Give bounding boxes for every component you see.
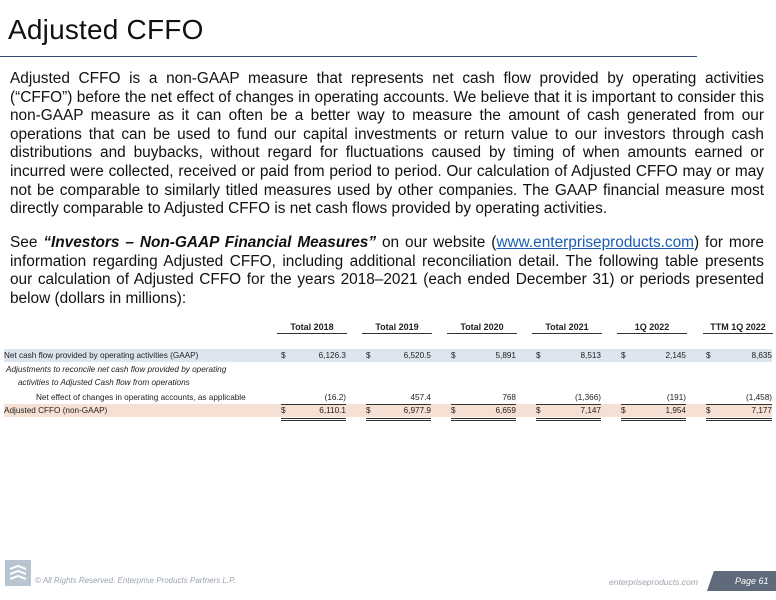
column-header: Total 2020 <box>447 320 517 334</box>
table-cell: 457.4 <box>410 393 431 402</box>
dollar-sign: $ <box>451 406 456 415</box>
table-cell: 6,126.3 <box>318 351 346 360</box>
reference-suffix: ) for more information regarding Adjusted CFFO, including additional reconciliation detail. The following table presents our calculation of Adjusted CFFO for the years 2018–2021 (each ended December 31) or periods presented below (dollars in millions): <box>10 234 764 307</box>
table-cell: 2,145 <box>665 351 686 360</box>
table-cell: (191) <box>666 393 686 402</box>
subtotal-underline <box>366 404 431 405</box>
row-label: Net effect of changes in operating accounts, as applicable <box>36 393 246 402</box>
page-number: Page 61 <box>735 576 769 586</box>
row-label: Net cash flow provided by operating activities (GAAP) <box>4 351 199 360</box>
table-row <box>4 349 772 362</box>
table-cell: 1,954 <box>665 406 686 415</box>
reference-mid: on our website ( <box>376 234 497 251</box>
table-cell: 7,147 <box>580 406 601 415</box>
dollar-sign: $ <box>706 406 711 415</box>
dollar-sign: $ <box>451 351 456 360</box>
subtotal-underline <box>706 404 772 405</box>
column-header: 1Q 2022 <box>617 320 687 334</box>
table-cell: (16.2) <box>324 393 346 402</box>
footer-url[interactable]: enterpriseproducts.com <box>609 577 698 587</box>
subtotal-underline <box>536 404 601 405</box>
table-cell: 768 <box>502 393 516 402</box>
row-label: Adjustments to reconcile net cash flow provided by operating <box>6 365 227 374</box>
dollar-sign: $ <box>366 351 371 360</box>
table-row <box>4 363 772 376</box>
table-cell: 5,891 <box>495 351 516 360</box>
dollar-sign: $ <box>281 351 286 360</box>
column-header: Total 2021 <box>532 320 602 334</box>
website-link[interactable]: www.enterpriseproducts.com <box>496 234 694 251</box>
column-header: TTM 1Q 2022 <box>703 320 773 334</box>
table-cell: 6,977.9 <box>403 406 431 415</box>
table-row <box>4 391 772 404</box>
table-cell: 6,520.5 <box>403 351 431 360</box>
total-double-underline <box>281 418 346 421</box>
dollar-sign: $ <box>281 406 286 415</box>
table-cell: (1,458) <box>746 393 772 402</box>
row-label: Adjusted CFFO (non-GAAP) <box>4 406 108 415</box>
investors-reference: “Investors – Non-GAAP Financial Measures” <box>43 234 377 251</box>
table-cell: 8,513 <box>580 351 601 360</box>
total-double-underline <box>706 418 772 421</box>
dollar-sign: $ <box>621 406 626 415</box>
page-title: Adjusted CFFO <box>8 14 204 45</box>
dollar-sign: $ <box>706 351 711 360</box>
table-cell: 6,110.1 <box>319 406 346 415</box>
table-row <box>4 404 772 417</box>
column-header: Total 2018 <box>277 320 347 334</box>
table-cell: 8,635 <box>751 351 772 360</box>
subtotal-underline <box>281 404 346 405</box>
table-cell: 6,659 <box>495 406 516 415</box>
company-logo-icon <box>5 560 31 586</box>
dollar-sign: $ <box>366 406 371 415</box>
total-double-underline <box>621 418 686 421</box>
column-header: Total 2019 <box>362 320 432 334</box>
dollar-sign: $ <box>536 406 541 415</box>
intro-paragraph: Adjusted CFFO is a non-GAAP measure that represents net cash flow provided by operating activities (“CFFO”) before the net effect of changes in operating accounts. We believe that it is important to consider this non-GAAP measure as it can often be a better way to measure the amount of cash generated from our operations that can be used to fund our capital investments or return value to our investors through cash distributions and buybacks, without regard for fluctuations caused by timing of when amounts earned or incurred were collected, received or paid from period to period. Our calculation of Adjusted CFFO may or may not be comparable to similarly titled measures used by other companies. The GAAP financial measure most directly comparable to Adjusted CFFO is net cash flows provided by operating activities. <box>10 70 764 218</box>
reference-paragraph <box>10 234 764 308</box>
subtotal-underline <box>451 404 516 405</box>
total-double-underline <box>366 418 431 421</box>
title-divider <box>0 56 697 57</box>
table-cell: (1,366) <box>575 393 601 402</box>
dollar-sign: $ <box>536 351 541 360</box>
table-row <box>4 376 772 389</box>
reference-prefix: See <box>10 234 44 251</box>
total-double-underline <box>451 418 516 421</box>
row-label: activities to Adjusted Cash flow from operations <box>18 378 190 387</box>
copyright-text: © All Rights Reserved. Enterprise Products Partners L.P. <box>35 576 236 585</box>
subtotal-underline <box>621 404 686 405</box>
table-cell: 7,177 <box>751 406 772 415</box>
dollar-sign: $ <box>621 351 626 360</box>
total-double-underline <box>536 418 601 421</box>
